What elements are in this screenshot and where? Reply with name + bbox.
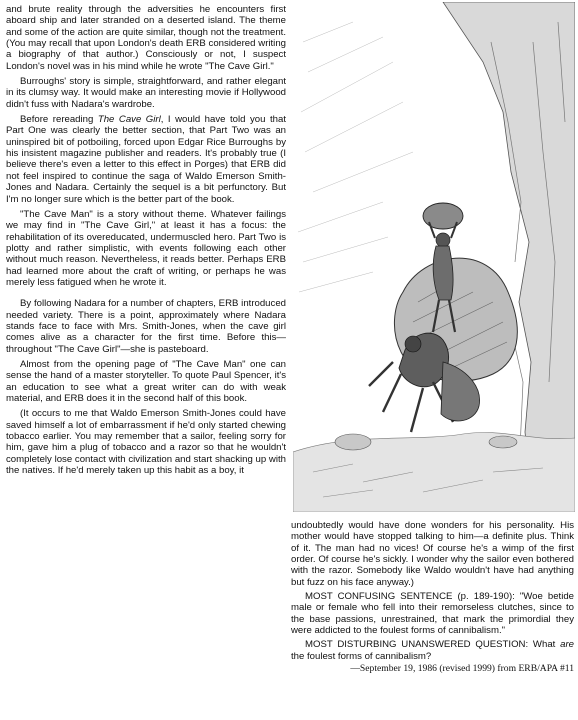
book-title: The Cave Girl: [97, 114, 161, 126]
citation: —September 19, 1986 (revised 1999) from ERB/APA #11: [350, 663, 574, 675]
paragraph: By following Nadara for a number of chapters, ERB introduced needed variety. There is a point, approximately where Nadara stands face to face with Mrs. Smith-Jones, when the cave girl comes alive as a character for the first time. Before this—throughout "The Cave Girl"—she is pasteboard.: [6, 298, 286, 355]
right-text-column: [291, 520, 574, 674]
emphasis: are: [560, 639, 574, 651]
paragraph: undoubtedly would have done wonders for his personality. His mother would have stopped talking to him—a definite plus. Think of it. The man had no vices! Of course he's a wimp of the first order. Of course he's sickly. I wonder why the sailor even bothered with the razor. Somebody like Waldo wouldn't have had anything but fuzz on his face anyway.): [291, 520, 574, 588]
paragraph: MOST DISTURBING UNANSWERED QUESTION: What are the foulest forms of cannibalism?: [291, 639, 574, 662]
paragraph: (It occurs to me that Waldo Emerson Smith-Jones could have saved himself a lot of embarrassment if he'd only started chewing tobacco earlier. You may remember that a sailor, feeling sorry for him, gave him a plug of tobacco and a razor so that he wouldn't completely lose contact with civilization and start shacking up with the natives. If he'd merely taken up this habit as a boy, it: [6, 408, 286, 477]
paragraph: Before rereading The Cave Girl, I would have told you that Part One was clearly the better section, that Part Two was an uninspired bit of potboiling, forced upon Edgar Rice Burroughs by his insistent magazine publisher and readers. It's probably true (I believe there's even a letter to this effect in Porges) that ERB did not feel inspired to continue the saga of Waldo Emerson Smith-Jones and Nadara. Certainly the sequel is a bit perfunctory. But I'm no longer sure which is the better part of the book.: [6, 114, 286, 205]
paragraph: "The Cave Man" is a story without theme. Whatever failings we may find in "The Cave Girl," at least it has a focus: the rehabilitation of its overeducated, undermuscled hero. Part Two is plotty and rather simplistic, with events following each other without much reason. Nevertheless, it reads better. Perhaps ERB had learned more about the craft of writing, or perhaps he was merely less fatigued when he wrote it.: [6, 208, 286, 288]
cave-illustration: [293, 2, 575, 512]
paragraph: MOST CONFUSING SENTENCE (p. 189-190): "Woe betide male or female who fell into their remorseless clutches, since to the base passions, unrestrained, that mark the primordial they were addicted to the foulest forms of cannibalism.": [291, 591, 574, 637]
paragraph: Burroughs' story is simple, straightforward, and rather elegant in its clumsy way. It would make an interesting movie if Hollywood didn't fuss with Nadara's wardrobe.: [6, 76, 286, 110]
paragraph: and brute reality through the adversities he encounters first aboard ship and later stranded on a deserted island. The theme and some of the action are quite similar, though not the treatment. (You may recall that upon London's death ERB considered writing a biography of that author.) Consciously or not, I suspect London's novel was in his mind while he wrote "The Cave Girl.": [6, 4, 286, 72]
left-text-column: [6, 4, 286, 476]
paragraph: Almost from the opening page of "The Cave Man" one can sense the hand of a master storyteller. To quote Paul Spencer, it's an education to see what a great writer can do with weak material, and ERB does it in the second half of this book.: [6, 358, 286, 404]
